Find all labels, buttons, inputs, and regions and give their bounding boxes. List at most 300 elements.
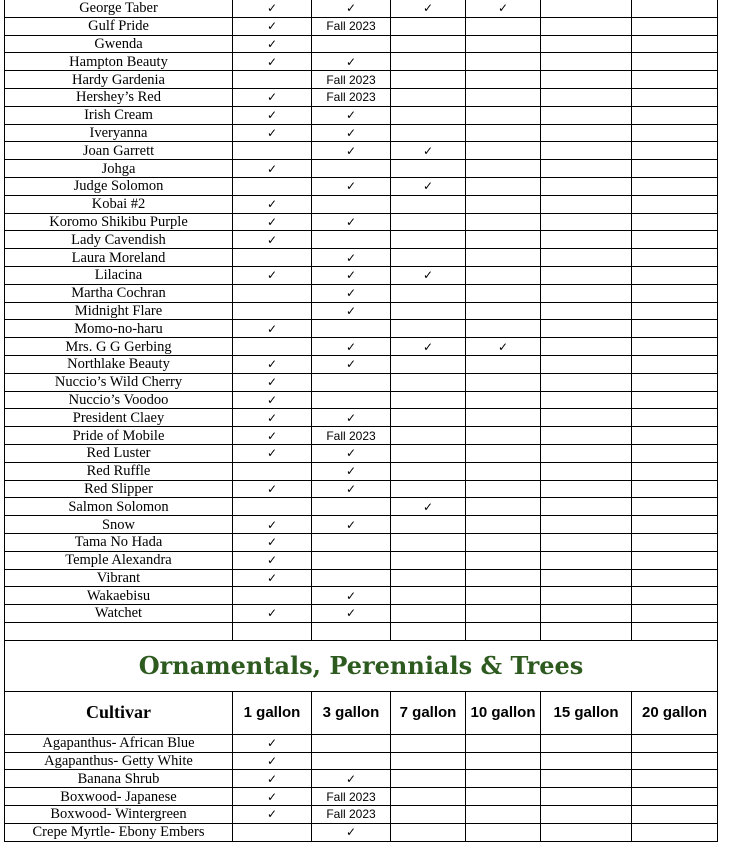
cell-15-gallon [541,106,632,124]
cell-15-gallon [541,373,632,391]
cell-10-gallon [466,498,541,516]
cell-15-gallon [541,569,632,587]
cell-1-gallon [233,71,312,89]
cell-3-gallon [312,160,391,178]
cell-10-gallon [466,124,541,142]
cell-20-gallon [632,35,718,53]
cultivar-name: Red Slipper [5,480,233,498]
cell-15-gallon [541,734,632,752]
cell-10-gallon [466,427,541,445]
cell-3-gallon: ✓ [312,266,391,284]
table-row [5,734,718,752]
cell-20-gallon [632,88,718,106]
cell-20-gallon [632,302,718,320]
cultivar-name: Banana Shrub [5,770,233,788]
cultivar-name: Red Luster [5,444,233,462]
cell-20-gallon [632,444,718,462]
cell-3-gallon [312,320,391,338]
cultivar-name: Boxwood- Japanese [5,788,233,806]
cell-10-gallon [466,160,541,178]
cell-10-gallon [466,462,541,480]
section-title: Ornamentals, Perennials & Trees [5,640,718,691]
cell-1-gallon: ✓ [233,124,312,142]
cell-7-gallon [391,569,466,587]
cell-7-gallon [391,788,466,806]
table-row [5,71,718,89]
cell-10-gallon [466,373,541,391]
header-7-gallon: 7 gallon [391,691,466,734]
cell-15-gallon [541,213,632,231]
cell-15-gallon [541,770,632,788]
cell-15-gallon [541,605,632,623]
cell-3-gallon: ✓ [312,213,391,231]
table-row [5,320,718,338]
header-3-gallon: 3 gallon [312,691,391,734]
cell-1-gallon [233,142,312,160]
cell-20-gallon [632,427,718,445]
cell-3-gallon [312,391,391,409]
cultivar-name: Northlake Beauty [5,355,233,373]
cell-15-gallon [541,462,632,480]
availability-table [4,0,718,842]
cell-10-gallon [466,605,541,623]
cell-1-gallon: ✓ [233,533,312,551]
cultivar-name: Nuccio’s Wild Cherry [5,373,233,391]
header-15-gallon: 15 gallon [541,691,632,734]
table-row [5,444,718,462]
cell-7-gallon [391,427,466,445]
cell-3-gallon: Fall 2023 [312,788,391,806]
cell-15-gallon [541,195,632,213]
cell-15-gallon [541,480,632,498]
cell-7-gallon [391,124,466,142]
table-row [5,462,718,480]
cultivar-name: Gulf Pride [5,17,233,35]
cell-1-gallon: ✓ [233,770,312,788]
cell-1-gallon: ✓ [233,355,312,373]
cell-3-gallon: ✓ [312,302,391,320]
table-row [5,427,718,445]
cell-15-gallon [541,124,632,142]
table-row [5,391,718,409]
cell-20-gallon [632,53,718,71]
cell-20-gallon [632,373,718,391]
cell-10-gallon [466,551,541,569]
cell-1-gallon: ✓ [233,35,312,53]
header-1-gallon: 1 gallon [233,691,312,734]
cell-3-gallon [312,734,391,752]
cell-7-gallon [391,533,466,551]
cell-10-gallon [466,53,541,71]
cell-7-gallon [391,231,466,249]
cell-3-gallon: ✓ [312,355,391,373]
cell-7-gallon [391,444,466,462]
cell-20-gallon [632,391,718,409]
cell-20-gallon [632,409,718,427]
cell-7-gallon [391,373,466,391]
cell-15-gallon [541,284,632,302]
cell-15-gallon [541,231,632,249]
cell-7-gallon [391,806,466,824]
cell-1-gallon: ✓ [233,213,312,231]
cultivar-name: George Taber [5,0,233,17]
cell-15-gallon [541,409,632,427]
spacer-row [5,622,718,640]
cultivar-name: Momo-no-haru [5,320,233,338]
cell-3-gallon: ✓ [312,338,391,356]
cell-10-gallon [466,391,541,409]
cell-1-gallon [233,284,312,302]
cell-10-gallon [466,770,541,788]
table-row [5,823,718,841]
cell-10-gallon [466,213,541,231]
cultivar-name: Watchet [5,605,233,623]
cell-7-gallon [391,516,466,534]
table-row [5,177,718,195]
cell-15-gallon [541,516,632,534]
cell-7-gallon [391,106,466,124]
cultivar-name: Hardy Gardenia [5,71,233,89]
cell-1-gallon: ✓ [233,0,312,17]
table-row [5,284,718,302]
cell-20-gallon [632,338,718,356]
cultivar-name: Pride of Mobile [5,427,233,445]
cell-10-gallon [466,249,541,267]
cell-1-gallon [233,338,312,356]
cell-10-gallon [466,266,541,284]
cell-7-gallon [391,551,466,569]
cell-10-gallon [466,88,541,106]
cell-7-gallon [391,734,466,752]
cultivar-name: Laura Moreland [5,249,233,267]
cell-15-gallon [541,320,632,338]
table-row [5,195,718,213]
cell-15-gallon [541,551,632,569]
cell-20-gallon [632,752,718,770]
cell-3-gallon [312,533,391,551]
cell-3-gallon: ✓ [312,462,391,480]
cell-15-gallon [541,17,632,35]
cultivar-name: Hershey’s Red [5,88,233,106]
cell-1-gallon: ✓ [233,734,312,752]
cell-20-gallon [632,806,718,824]
cell-1-gallon: ✓ [233,373,312,391]
cultivar-name: Hampton Beauty [5,53,233,71]
cell-1-gallon: ✓ [233,605,312,623]
cell-3-gallon: ✓ [312,0,391,17]
cultivar-name: Martha Cochran [5,284,233,302]
table-row [5,53,718,71]
cell-20-gallon [632,0,718,17]
cell-15-gallon [541,444,632,462]
cell-10-gallon [466,195,541,213]
cell-1-gallon: ✓ [233,195,312,213]
cell-3-gallon: Fall 2023 [312,88,391,106]
cell-20-gallon [632,788,718,806]
cell-7-gallon [391,480,466,498]
table-row [5,587,718,605]
cell-3-gallon: ✓ [312,177,391,195]
cell-10-gallon [466,533,541,551]
cell-1-gallon: ✓ [233,752,312,770]
table-row [5,338,718,356]
cell-1-gallon: ✓ [233,427,312,445]
cell-3-gallon: ✓ [312,106,391,124]
section-title-row [5,640,718,691]
cell-20-gallon [632,160,718,178]
cell-7-gallon [391,823,466,841]
cell-1-gallon: ✓ [233,806,312,824]
cell-1-gallon: ✓ [233,569,312,587]
cell-10-gallon: ✓ [466,0,541,17]
cell-7-gallon: ✓ [391,498,466,516]
cell-20-gallon [632,569,718,587]
cultivar-name: Vibrant [5,569,233,587]
cell-1-gallon [233,587,312,605]
table-row [5,516,718,534]
cell-15-gallon [541,266,632,284]
cultivar-name: Mrs. G G Gerbing [5,338,233,356]
cultivar-name: Irish Cream [5,106,233,124]
cultivar-name: Lady Cavendish [5,231,233,249]
cell-1-gallon: ✓ [233,160,312,178]
cultivar-name: Nuccio’s Voodoo [5,391,233,409]
cell-7-gallon [391,284,466,302]
cell-3-gallon: ✓ [312,53,391,71]
cell-7-gallon [391,71,466,89]
cell-15-gallon [541,338,632,356]
cell-3-gallon: ✓ [312,480,391,498]
cultivar-name: Temple Alexandra [5,551,233,569]
cell-3-gallon: ✓ [312,284,391,302]
cell-1-gallon: ✓ [233,788,312,806]
cultivar-name: Boxwood- Wintergreen [5,806,233,824]
table-row [5,0,718,17]
cell-10-gallon [466,35,541,53]
cell-10-gallon [466,231,541,249]
cell-15-gallon [541,177,632,195]
cultivar-name: Midnight Flare [5,302,233,320]
cell-10-gallon [466,17,541,35]
table-row [5,480,718,498]
cell-20-gallon [632,498,718,516]
cell-15-gallon [541,88,632,106]
cell-1-gallon: ✓ [233,480,312,498]
table-row [5,17,718,35]
ornamental-rows [5,734,718,841]
table-row [5,770,718,788]
cell-10-gallon [466,142,541,160]
cell-20-gallon [632,142,718,160]
cell-10-gallon [466,284,541,302]
cell-20-gallon [632,266,718,284]
cell-3-gallon: ✓ [312,142,391,160]
cultivar-name: Kobai #2 [5,195,233,213]
cell-7-gallon [391,17,466,35]
cell-1-gallon [233,462,312,480]
cultivar-name: Gwenda [5,35,233,53]
cell-3-gallon: ✓ [312,587,391,605]
cell-10-gallon [466,177,541,195]
cell-1-gallon: ✓ [233,231,312,249]
cell-1-gallon [233,498,312,516]
cell-7-gallon [391,752,466,770]
cell-10-gallon [466,302,541,320]
cell-20-gallon [632,480,718,498]
cell-7-gallon: ✓ [391,266,466,284]
cell-20-gallon [632,71,718,89]
cell-15-gallon [541,355,632,373]
cell-7-gallon [391,88,466,106]
cell-7-gallon [391,53,466,71]
table-row [5,88,718,106]
cultivar-name: Red Ruffle [5,462,233,480]
cell-1-gallon: ✓ [233,409,312,427]
cell-3-gallon: Fall 2023 [312,806,391,824]
cell-20-gallon [632,355,718,373]
cell-1-gallon [233,302,312,320]
table-row [5,249,718,267]
cell-7-gallon [391,320,466,338]
cell-7-gallon [391,391,466,409]
table-row [5,124,718,142]
table-row [5,605,718,623]
table-row [5,142,718,160]
header-10-gallon: 10 gallon [466,691,541,734]
cell-15-gallon [541,249,632,267]
cultivar-name: Snow [5,516,233,534]
cultivar-name: Tama No Hada [5,533,233,551]
table-row [5,551,718,569]
cell-3-gallon: ✓ [312,444,391,462]
cell-7-gallon [391,160,466,178]
cultivar-name: President Claey [5,409,233,427]
cell-1-gallon: ✓ [233,516,312,534]
cell-3-gallon: ✓ [312,249,391,267]
cell-1-gallon: ✓ [233,444,312,462]
cell-10-gallon: ✓ [466,338,541,356]
cell-7-gallon [391,409,466,427]
cell-20-gallon [632,587,718,605]
cell-7-gallon: ✓ [391,0,466,17]
cell-20-gallon [632,249,718,267]
cell-10-gallon [466,320,541,338]
cell-15-gallon [541,823,632,841]
cell-1-gallon: ✓ [233,88,312,106]
cell-3-gallon: ✓ [312,516,391,534]
cell-7-gallon [391,355,466,373]
cell-7-gallon [391,249,466,267]
cell-10-gallon [466,569,541,587]
cell-3-gallon: ✓ [312,770,391,788]
cell-7-gallon [391,35,466,53]
cell-3-gallon: ✓ [312,605,391,623]
cell-7-gallon [391,587,466,605]
cell-3-gallon: ✓ [312,823,391,841]
cell-20-gallon [632,605,718,623]
cell-10-gallon [466,71,541,89]
table-row [5,35,718,53]
table-row [5,533,718,551]
cultivar-name: Crepe Myrtle- Ebony Embers [5,823,233,841]
cell-3-gallon [312,551,391,569]
cell-15-gallon [541,498,632,516]
cell-1-gallon: ✓ [233,53,312,71]
table-row [5,213,718,231]
cell-15-gallon [541,71,632,89]
cell-15-gallon [541,160,632,178]
cell-10-gallon [466,106,541,124]
cell-20-gallon [632,17,718,35]
cell-3-gallon: Fall 2023 [312,71,391,89]
cell-7-gallon [391,462,466,480]
header-20-gallon: 20 gallon [632,691,718,734]
cell-1-gallon: ✓ [233,106,312,124]
cell-20-gallon [632,124,718,142]
cell-1-gallon [233,177,312,195]
cell-15-gallon [541,391,632,409]
cell-15-gallon [541,35,632,53]
cell-3-gallon: Fall 2023 [312,17,391,35]
cell-3-gallon [312,195,391,213]
cell-20-gallon [632,213,718,231]
cell-15-gallon [541,53,632,71]
table-row [5,266,718,284]
cell-10-gallon [466,823,541,841]
cell-3-gallon [312,752,391,770]
cell-10-gallon [466,480,541,498]
cell-20-gallon [632,231,718,249]
table-row [5,355,718,373]
cell-3-gallon [312,35,391,53]
cell-3-gallon: ✓ [312,124,391,142]
cell-15-gallon [541,806,632,824]
cell-20-gallon [632,320,718,338]
cultivar-name: Agapanthus- African Blue [5,734,233,752]
table-row [5,231,718,249]
cell-3-gallon [312,498,391,516]
cell-20-gallon [632,106,718,124]
table-row [5,302,718,320]
cell-20-gallon [632,177,718,195]
cell-10-gallon [466,444,541,462]
cell-20-gallon [632,516,718,534]
table-row [5,569,718,587]
cell-15-gallon [541,587,632,605]
cell-20-gallon [632,734,718,752]
cell-20-gallon [632,823,718,841]
cultivar-name: Joan Garrett [5,142,233,160]
cell-1-gallon [233,249,312,267]
cell-15-gallon [541,142,632,160]
cell-1-gallon: ✓ [233,320,312,338]
camellia-rows [5,0,718,622]
cell-10-gallon [466,516,541,534]
cell-3-gallon: Fall 2023 [312,427,391,445]
cultivar-name: Wakaebisu [5,587,233,605]
cell-20-gallon [632,462,718,480]
cell-15-gallon [541,302,632,320]
cell-1-gallon: ✓ [233,551,312,569]
cell-7-gallon [391,195,466,213]
table-row [5,409,718,427]
cultivar-name: Agapanthus- Getty White [5,752,233,770]
cell-7-gallon [391,302,466,320]
cell-15-gallon [541,0,632,17]
table-row [5,788,718,806]
cell-20-gallon [632,284,718,302]
cultivar-name: Lilacina [5,266,233,284]
